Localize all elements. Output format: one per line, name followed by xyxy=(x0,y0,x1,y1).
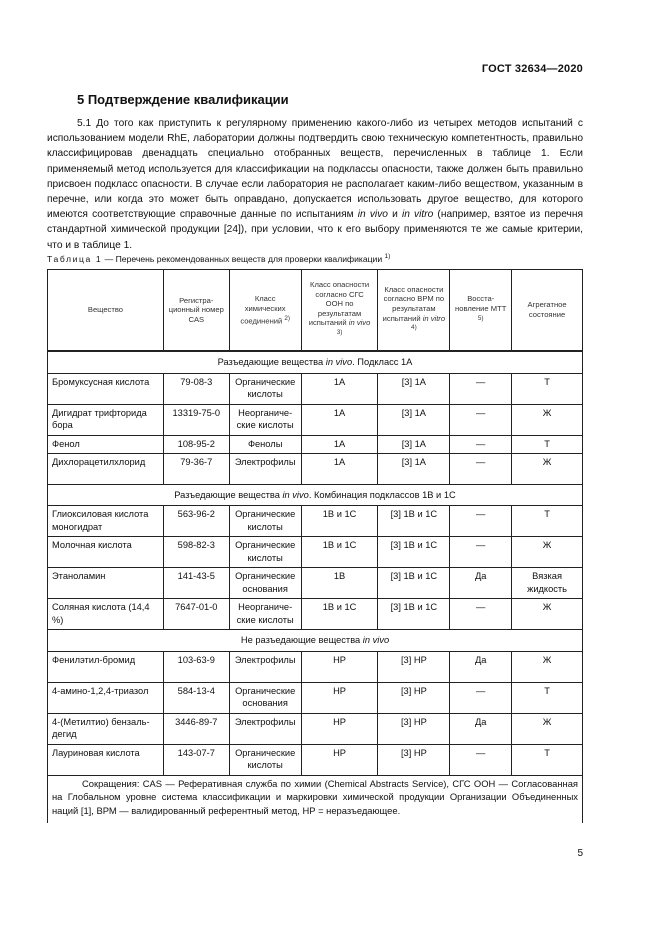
cell-state: Т xyxy=(512,373,583,404)
cell-state: Т xyxy=(512,744,583,775)
header-substance: Вещество xyxy=(48,270,164,352)
cell-ghs-class: НР xyxy=(301,682,378,713)
cell-vrm-class: [3] НР xyxy=(378,744,450,775)
cell-vrm-class: [3] НР xyxy=(378,651,450,682)
cell-vrm-class: [3] 1В и 1С xyxy=(378,568,450,599)
table-row xyxy=(48,713,583,744)
cell-chem-class: Электрофилы xyxy=(229,453,301,484)
cell-vrm-class: [3] 1А xyxy=(378,435,450,453)
cell-cas: 108-95-2 xyxy=(163,435,229,453)
cell-vrm-class: [3] 1А xyxy=(378,404,450,435)
section-title: 5 Подтверждение квалификации xyxy=(77,92,289,107)
qualification-table xyxy=(47,269,583,776)
table-row xyxy=(48,599,583,630)
group-title-suffix: . Комбинация подклассов 1В и 1С xyxy=(308,489,456,500)
cell-vrm-class: [3] 1В и 1С xyxy=(378,599,450,630)
cell-chem-class: Органические основания xyxy=(229,568,301,599)
group-title-text: Не разъедающие вещества xyxy=(240,635,363,645)
cell-cas: 563-96-2 xyxy=(163,506,229,537)
group-title-text: Разъедающие вещества xyxy=(217,357,326,367)
table-row xyxy=(48,404,583,435)
group-header-row xyxy=(48,351,583,373)
header-vrm-invitro: in vitro xyxy=(422,313,446,323)
cell-ghs-class: 1В и 1С xyxy=(301,537,378,568)
cell-ghs-class: 1А xyxy=(301,435,378,453)
table-caption-sup: 1) xyxy=(384,253,391,260)
cell-substance: Бромуксусная кислота xyxy=(48,373,164,404)
group-title-italic: in vivo xyxy=(282,489,309,500)
cell-state: Вязкая жидкость xyxy=(512,568,583,599)
cell-substance: Фенилэтил-бромид xyxy=(48,651,164,682)
table-row xyxy=(48,506,583,537)
table-note-text: Сокращения: CAS — Реферативная служба по химии (Chemical Abstracts Service), СГС ООН — Согласованная на Глобальном уровне система классификации и маркировки химической продукции Организации Объединенных наций [1], ВРМ — валидированный референтный метод, НР = неразъедающее. xyxy=(52,778,578,816)
paragraph-invitro: in vitro xyxy=(401,209,434,221)
cell-chem-class: Неорганиче-ские кислоты xyxy=(229,599,301,630)
cell-mtt: Да xyxy=(450,713,512,744)
header-vrm xyxy=(378,270,450,352)
cell-ghs-class: 1А xyxy=(301,373,378,404)
header-vrm-sup: 4) xyxy=(411,324,417,332)
cell-ghs-class: НР xyxy=(301,651,378,682)
cell-substance: Молочная кислота xyxy=(48,537,164,568)
cell-cas: 3446-89-7 xyxy=(163,713,229,744)
table-row xyxy=(48,537,583,568)
cell-substance: Этаноламин xyxy=(48,568,164,599)
table-row xyxy=(48,373,583,404)
header-vrm-text: Класс опасности согласно ВРМ по результатам испытаний xyxy=(382,284,445,323)
cell-substance: Фенол xyxy=(48,435,164,453)
cell-chem-class: Органические кислоты xyxy=(229,506,301,537)
table-header-row xyxy=(48,270,583,352)
cell-substance: Глиоксиловая кислота моногидрат xyxy=(48,506,164,537)
table-row xyxy=(48,568,583,599)
cell-cas: 13319-75-0 xyxy=(163,404,229,435)
cell-state: Ж xyxy=(512,453,583,484)
group-title-italic: in vivo xyxy=(362,635,390,645)
group-title-text: Разъедающие вещества xyxy=(174,489,283,500)
cell-mtt: — xyxy=(450,682,512,713)
cell-substance: Соляная кислота (14,4 %) xyxy=(48,599,164,630)
cell-substance: Лауриновая кислота xyxy=(48,744,164,775)
page-number: 5 xyxy=(577,848,583,859)
cell-chem-class: Электрофилы xyxy=(229,651,301,682)
group-header-row xyxy=(48,630,583,652)
group-title-italic: in vivo xyxy=(325,357,353,367)
cell-chem-class: Органические кислоты xyxy=(229,373,301,404)
cell-mtt: — xyxy=(450,506,512,537)
paragraph-text-2: и xyxy=(387,209,402,221)
cell-chem-class: Неорганиче-ские кислоты xyxy=(229,404,301,435)
cell-mtt: — xyxy=(450,435,512,453)
header-chem-class-sup: 2) xyxy=(284,314,291,322)
table-row xyxy=(48,651,583,682)
cell-cas: 143-07-7 xyxy=(163,744,229,775)
table-row xyxy=(48,744,583,775)
cell-ghs-class: 1В и 1С xyxy=(301,506,378,537)
cell-ghs-class: НР xyxy=(301,744,378,775)
header-chem-class-text: Класс химических соединений xyxy=(240,294,286,326)
paragraph-invivo: in vivo xyxy=(357,209,388,221)
group-title xyxy=(48,484,583,506)
header-ghs-text: Класс опасности согласно СГС ООН по результатам испытаний xyxy=(308,279,370,328)
cell-state: Ж xyxy=(512,713,583,744)
cell-cas: 103-63-9 xyxy=(163,651,229,682)
cell-state: Ж xyxy=(512,537,583,568)
cell-chem-class: Фенолы xyxy=(229,435,301,453)
cell-state: Ж xyxy=(512,651,583,682)
cell-state: Ж xyxy=(512,404,583,435)
header-ghs-invivo: in vivo xyxy=(348,318,371,328)
cell-cas: 584-13-4 xyxy=(163,682,229,713)
cell-cas: 598-82-3 xyxy=(163,537,229,568)
cell-mtt: — xyxy=(450,373,512,404)
cell-state: Т xyxy=(512,435,583,453)
paragraph-5-1 xyxy=(47,116,583,253)
header-ghs-sup: 3) xyxy=(336,328,343,336)
cell-chem-class: Органические кислоты xyxy=(229,537,301,568)
table-row xyxy=(48,453,583,484)
cell-chem-class: Органические кислоты xyxy=(229,744,301,775)
cell-mtt: — xyxy=(450,453,512,484)
header-chem-class xyxy=(229,270,301,352)
cell-state: Т xyxy=(512,506,583,537)
cell-vrm-class: [3] НР xyxy=(378,713,450,744)
table-caption-label: Таблица 1 xyxy=(47,253,103,264)
cell-vrm-class: [3] 1А xyxy=(378,373,450,404)
cell-substance: Дихлорацетилхлорид xyxy=(48,453,164,484)
group-title xyxy=(48,630,583,652)
cell-ghs-class: 1А xyxy=(301,404,378,435)
cell-mtt: Да xyxy=(450,651,512,682)
cell-vrm-class: [3] 1А xyxy=(378,453,450,484)
table-row xyxy=(48,435,583,453)
header-cas: Регистра-ционный номер CAS xyxy=(163,270,229,352)
cell-ghs-class: НР xyxy=(301,713,378,744)
cell-substance: 4-(Метилтио) бензаль-дегид xyxy=(48,713,164,744)
cell-mtt: — xyxy=(450,404,512,435)
cell-mtt: — xyxy=(450,537,512,568)
header-mtt xyxy=(450,270,512,352)
cell-state: Т xyxy=(512,682,583,713)
cell-vrm-class: [3] 1В и 1С xyxy=(378,537,450,568)
cell-state: Ж xyxy=(512,599,583,630)
table-caption-text: — Перечень рекомендованных веществ для проверки квалификации xyxy=(102,253,385,264)
cell-ghs-class: 1В xyxy=(301,568,378,599)
header-mtt-text: Восста-новление МТТ xyxy=(455,294,507,313)
cell-substance: 4-амино-1,2,4-триазол xyxy=(48,682,164,713)
cell-cas: 7647-01-0 xyxy=(163,599,229,630)
cell-cas: 141-43-5 xyxy=(163,568,229,599)
table-body xyxy=(48,351,583,775)
cell-ghs-class: 1А xyxy=(301,453,378,484)
header-mtt-sup: 5) xyxy=(477,314,484,322)
cell-chem-class: Электрофилы xyxy=(229,713,301,744)
paragraph-text-3: (например, взятое из перечня стандартной химической продукции [24]), при условии, что к его выбору применяются те же самые критерии, что и в таблице 1. xyxy=(47,209,583,251)
cell-chem-class: Органические основания xyxy=(229,682,301,713)
cell-vrm-class: [3] НР xyxy=(378,682,450,713)
cell-mtt: Да xyxy=(450,568,512,599)
cell-mtt: — xyxy=(450,744,512,775)
group-title-suffix: . Подкласс 1А xyxy=(352,357,413,367)
paragraph-text-1: 5.1 До того как приступить к регулярному применению какого-либо из четырех методов испытаний с использованием модели RhE, лаборатории должны подтвердить свою техническую компетентность, правильно классифицировав двенадцать специально отобранных веществ, перечисленных в таблице 1. Если применяемый метод используется для классификации на подклассы опасности, также должен быть правильно присвоен подкласс опасности. В случае если лаборатория не располагает каким-либо веществом, указанным в перечне, или когда это может быть оправдано, допускается использовать другое вещество, для которого имеются соответствующие справочные данные по испытаниям xyxy=(47,118,583,221)
cell-substance: Дигидрат трифторида бора xyxy=(48,404,164,435)
header-state: Агрегатное состояние xyxy=(512,270,583,352)
cell-ghs-class: 1В и 1С xyxy=(301,599,378,630)
table-note xyxy=(47,775,583,823)
document-code: ГОСТ 32634—2020 xyxy=(481,63,583,75)
cell-cas: 79-36-7 xyxy=(163,453,229,484)
cell-cas: 79-08-3 xyxy=(163,373,229,404)
cell-vrm-class: [3] 1В и 1С xyxy=(378,506,450,537)
group-title xyxy=(48,351,583,373)
table-row xyxy=(48,682,583,713)
table-caption xyxy=(47,253,390,264)
cell-mtt: — xyxy=(450,599,512,630)
header-ghs xyxy=(301,270,378,352)
group-header-row xyxy=(48,484,583,506)
